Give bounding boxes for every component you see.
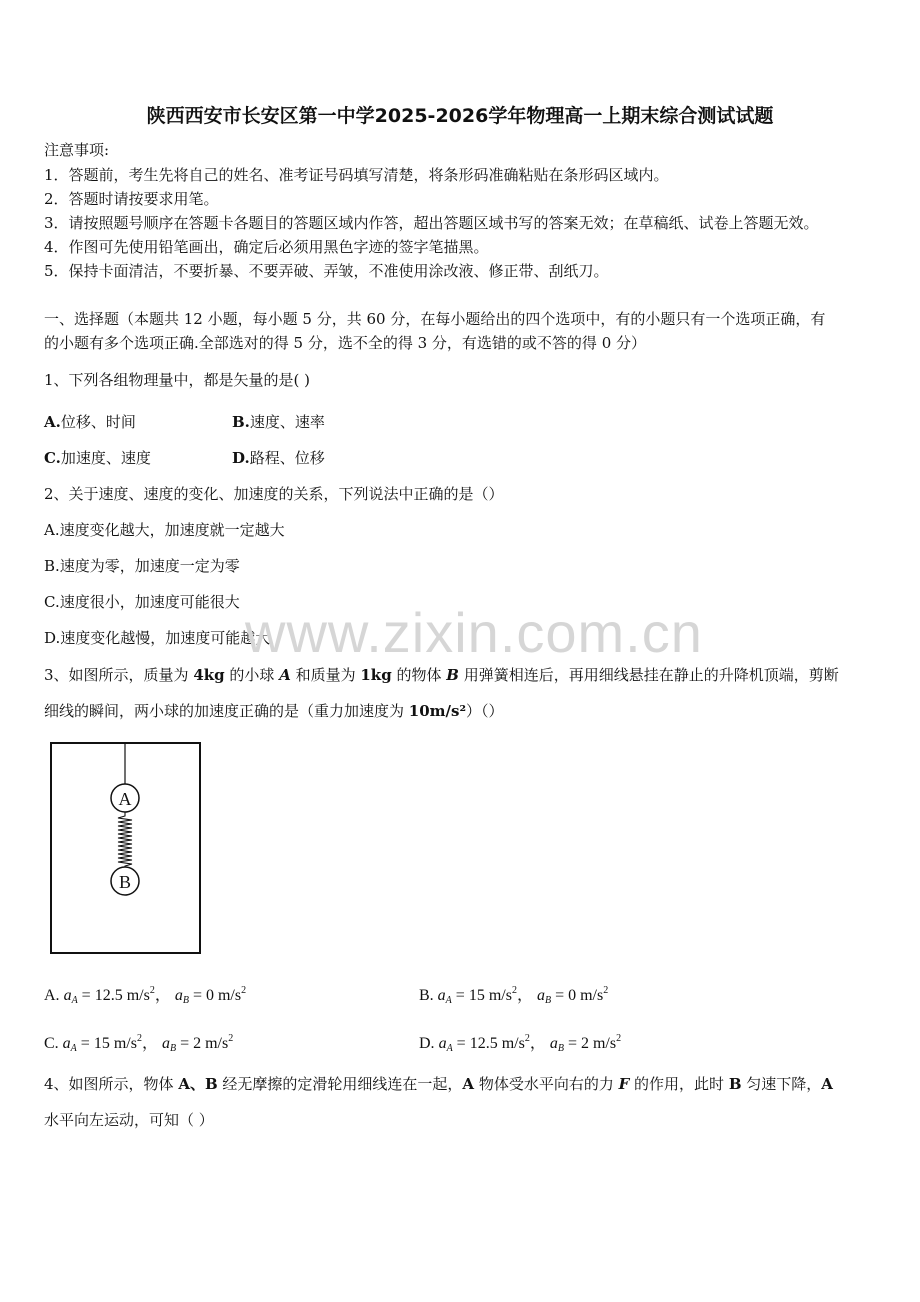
watermark: www.zixin.com.cn — [245, 601, 703, 664]
option-label: B. — [232, 413, 250, 431]
q3-option-a: A. $a_A = 12.5$ $m/s^2$， $a_B = 0$ $m/s^2$ — [44, 985, 247, 1006]
ball-a-label: A — [118, 789, 132, 809]
option-text: 路程、位移 — [249, 449, 325, 467]
q1-option-b — [232, 411, 325, 432]
question-4-stem-line-2: 水平向左运动，可知（ ） — [44, 1111, 214, 1129]
option-text: 速度、速率 — [249, 413, 325, 431]
notice-item-5: 5．保持卡面清洁，不要折暴、不要弄破、弄皱，不准使用涂改液、修正带、刮纸刀。 — [44, 262, 609, 280]
page-title: 陕西西安市长安区第一中学2025-2026学年物理高一上期末综合测试试题 — [146, 105, 774, 127]
spring — [118, 812, 132, 868]
q1-option-a — [44, 411, 136, 432]
question-3-stem-line-2: 细线的瞬间，两小球的加速度正确的是（重力加速度为 10m/s²）（） — [44, 702, 504, 720]
q2-option-b: B.速度为零，加速度一定为零 — [44, 557, 240, 575]
q2-option-a: A.速度变化越大，加速度就一定越大 — [44, 521, 285, 539]
q1-option-d — [232, 447, 325, 468]
q3-option-d: D. $a_A = 12.5$ $m/s^2$， $a_B = 2$ $m/s^2$ — [419, 1033, 622, 1054]
option-text: 位移、时间 — [60, 413, 136, 431]
section-header-line-1: 一、选择题（本题共 12 小题，每小题 5 分，共 60 分，在每小题给出的四个选项中，有的小题只有一个选项正确，有 — [44, 310, 826, 328]
option-label: D. — [232, 449, 250, 467]
q3-option-c: C. $a_A = 15$ $m/s^2$， $a_B = 2$ $m/s^2$ — [44, 1033, 234, 1054]
q2-option-d: D.速度变化越慢，加速度可能越大 — [44, 629, 271, 647]
question-4-stem-line-1: 4、如图所示，物体 A、B 经无摩擦的定滑轮用细线连在一起，A 物体受水平向右的力 F 的作用，此时 B 匀速下降，A — [44, 1075, 833, 1093]
elevator-spring-figure — [48, 740, 204, 957]
q3-option-b: B. $a_A = 15$ $m/s^2$， $a_B = 0$ $m/s^2$ — [419, 985, 609, 1006]
notice-item-3: 3．请按照题号顺序在答题卡各题目的答题区域内作答，超出答题区域书写的答案无效；在草稿纸、试卷上答题无效。 — [44, 214, 819, 232]
notice-heading: 注意事项: — [44, 141, 110, 159]
question-1-stem: 1、下列各组物理量中，都是矢量的是( ) — [44, 371, 311, 389]
option-label: C. — [44, 449, 61, 467]
section-header-line-2: 的小题有多个选项正确.全部选对的得 5 分，选不全的得 3 分，有选错的或不答的得 0 分） — [44, 334, 647, 352]
q1-option-c — [44, 447, 151, 468]
ball-b-label: B — [118, 872, 132, 892]
question-2-stem: 2、关于速度、速度的变化、加速度的关系，下列说法中正确的是（） — [44, 485, 504, 503]
notice-item-1: 1．答题前，考生先将自己的姓名、准考证号码填写清楚，将条形码准确粘贴在条形码区域内。 — [44, 166, 669, 184]
question-3-stem-line-1: 3、如图所示，质量为 4kg 的小球 A 和质量为 1kg 的物体 B 用弹簧相连后，再用细线悬挂在静止的升降机顶端，剪断 — [44, 666, 839, 684]
notice-item-4: 4．作图可先使用铅笔画出，确定后必须用黑色字迹的签字笔描黑。 — [44, 238, 489, 256]
option-text: 加速度、速度 — [60, 449, 151, 467]
notice-item-2: 2．答题时请按要求用笔。 — [44, 190, 219, 208]
q2-option-c: C.速度很小，加速度可能很大 — [44, 593, 240, 611]
option-label: A. — [44, 413, 61, 431]
